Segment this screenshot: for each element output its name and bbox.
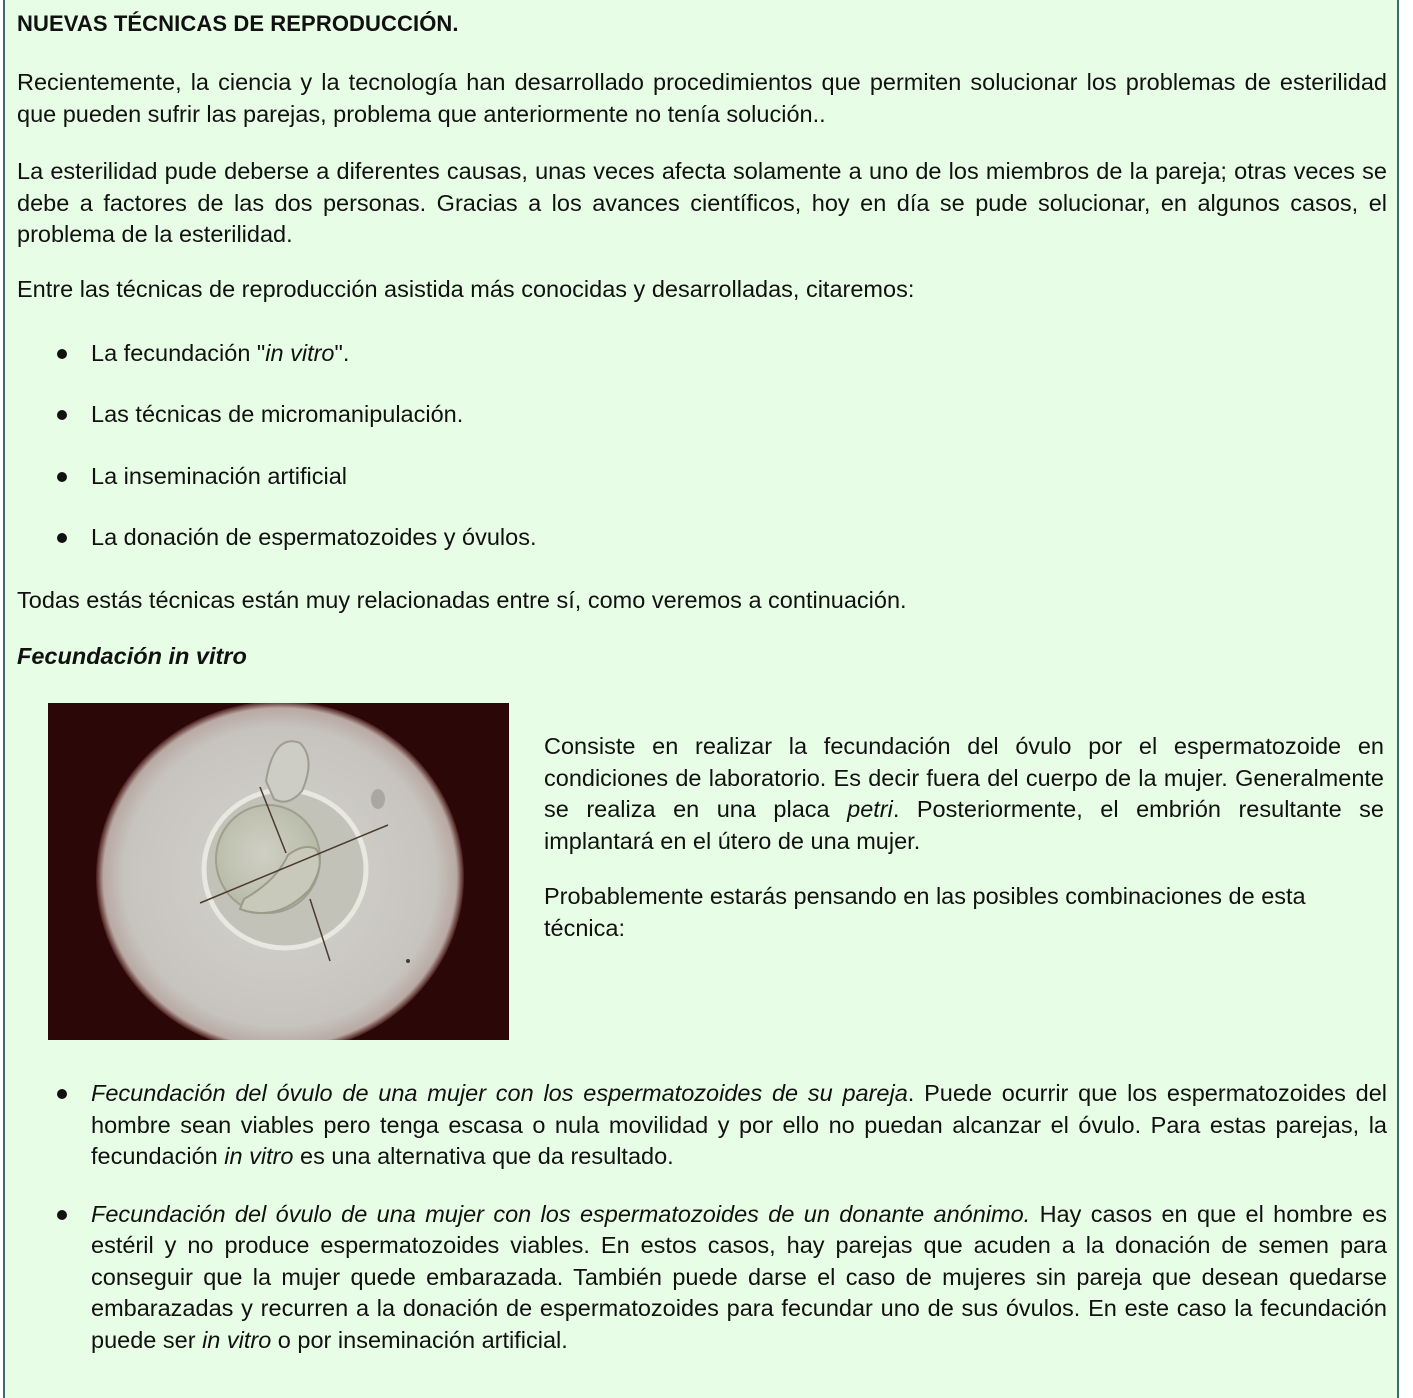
section-heading: Fecundación in vitro <box>17 643 247 669</box>
bullet-icon <box>57 349 67 359</box>
item-text: Las técnicas de micromanipulación. <box>91 401 464 428</box>
combination-text-end: es una alternativa que da resultado. <box>293 1143 674 1169</box>
list-item <box>17 1078 1387 1173</box>
bullet-icon <box>57 533 67 543</box>
list-item <box>17 338 1387 399</box>
techniques-list <box>17 338 1387 583</box>
combination-title: Fecundación del óvulo de una mujer con los espermatozoides de su pareja <box>91 1080 908 1106</box>
causes-paragraph: La esterilidad pude deberse a diferentes causas, unas veces afecta solamente a uno de los miembros de la pareja; otras veces se debe a factores de las dos personas. Gracias a los avances científicos, hoy en día se pude solucionar, en algunos casos, el problema de la esterilidad. <box>17 158 1387 247</box>
item-text: La inseminación artificial <box>91 462 348 489</box>
item-text-end: ". <box>334 340 350 366</box>
combinations-intro: Probablemente estarás pensando en las posibles combinaciones de esta técnica: <box>544 883 1306 941</box>
bullet-icon <box>57 472 67 482</box>
list-item <box>17 399 1387 460</box>
micrograph-image <box>48 703 509 1040</box>
item-text: La fecundación " <box>91 340 266 366</box>
bullet-icon <box>57 1210 67 1220</box>
description-text: Consiste en realizar la fecundación del óvulo por el espermatozoide en condiciones de laboratorio. Es decir fuera del cuerpo de la mujer. Generalmente se realiza en una placa <box>544 733 1384 822</box>
list-intro-paragraph: Entre las técnicas de reproducción asistida más conocidas y desarrolladas, citaremos: <box>17 276 915 302</box>
combination-italic: in vitro <box>224 1143 294 1169</box>
page-title: NUEVAS TÉCNICAS DE REPRODUCCIÓN. <box>17 11 459 36</box>
list-item <box>17 522 1387 583</box>
list-item <box>17 461 1387 522</box>
related-paragraph: Todas estás técnicas están muy relacionadas entre sí, como veremos a continuación. <box>17 587 907 613</box>
list-item <box>17 1199 1387 1357</box>
description-paragraph <box>544 731 1384 857</box>
combination-title: Fecundación del óvulo de una mujer con los espermatozoides de un donante anónimo. <box>91 1200 1031 1227</box>
description-italic: petri <box>847 796 893 822</box>
item-italic: in vitro <box>265 340 335 366</box>
combination-text: Hay casos en que el hombre es estéril y no produce espermatozoides viables. En estos casos, hay parejas que acuden a la donación de semen para conseguir que la mujer quede embarazada. También puede darse el caso de mujeres sin pareja que desean quedarse embarazadas y recurren a la donación de espermatozoides para fecundar uno de sus óvulos. En este caso la fecundación puede ser <box>91 1200 1387 1353</box>
section-description <box>544 731 1384 944</box>
item-text: La donación de espermatozoides y óvulos. <box>91 523 537 550</box>
combination-text-end: o por inseminación artificial. <box>271 1326 568 1353</box>
ivf-micrograph-illustration <box>48 703 509 1040</box>
combination-italic: in vitro <box>202 1326 272 1353</box>
combinations-list <box>17 1078 1387 1356</box>
bullet-icon <box>57 1089 67 1099</box>
description-text-end: . Posteriormente, el embrión resultante se implantará en el útero de una mujer. <box>544 796 1385 854</box>
combination-text: . Puede ocurrir que los espermatozoides del hombre sean viables pero tenga escasa o nula movilidad y por ello no puedan alcanzar el óvulo. Para estas parejas, la fecundación <box>91 1080 1387 1169</box>
content-panel <box>3 0 1399 1398</box>
bullet-icon <box>57 410 67 420</box>
intro-paragraph: Recientemente, la ciencia y la tecnología han desarrollado procedimientos que permiten solucionar los problemas de esterilidad que pueden sufrir las parejas, problema que anteriormente no tenía solución.. <box>17 69 1387 127</box>
